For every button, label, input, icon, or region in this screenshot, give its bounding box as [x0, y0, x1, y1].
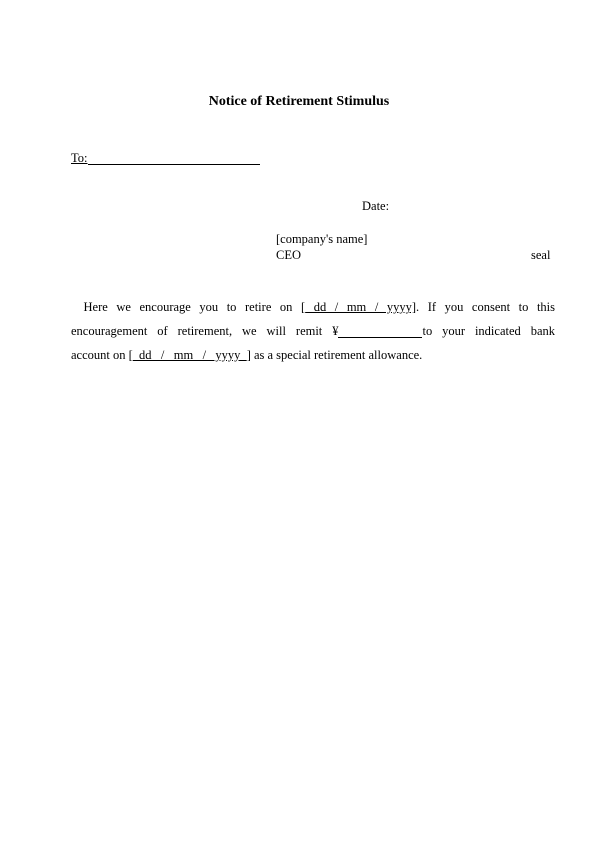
body-line-1: [71, 300, 555, 315]
amount-blank: [338, 324, 422, 338]
to-blank-line: [88, 150, 260, 165]
line1-end: . If you consent to this: [416, 300, 556, 314]
line3-text: account on [: [71, 348, 133, 362]
body-line-2: [71, 324, 555, 339]
retire-date-field: dd / mm / yyyy]: [305, 300, 417, 314]
document-title: Notice of Retirement Stimulus: [208, 94, 390, 109]
company-name: [company's name]: [276, 232, 368, 246]
body-line-3: [71, 348, 555, 363]
seal-label: seal: [531, 248, 551, 262]
line3-end: ] as a special retirement allowance.: [246, 348, 423, 362]
ceo-label: CEO: [276, 248, 301, 262]
to-line: [71, 150, 260, 166]
allowance-date-field: dd / mm / yyyy: [132, 348, 247, 362]
line1-text: Here we encourage you to retire on [: [83, 300, 306, 314]
date-label: Date:: [362, 199, 390, 213]
line2-end: to your indicated bank: [422, 324, 555, 338]
line2-text: encouragement of retirement, we will remit ¥: [71, 324, 339, 338]
to-label: To:: [71, 151, 88, 165]
